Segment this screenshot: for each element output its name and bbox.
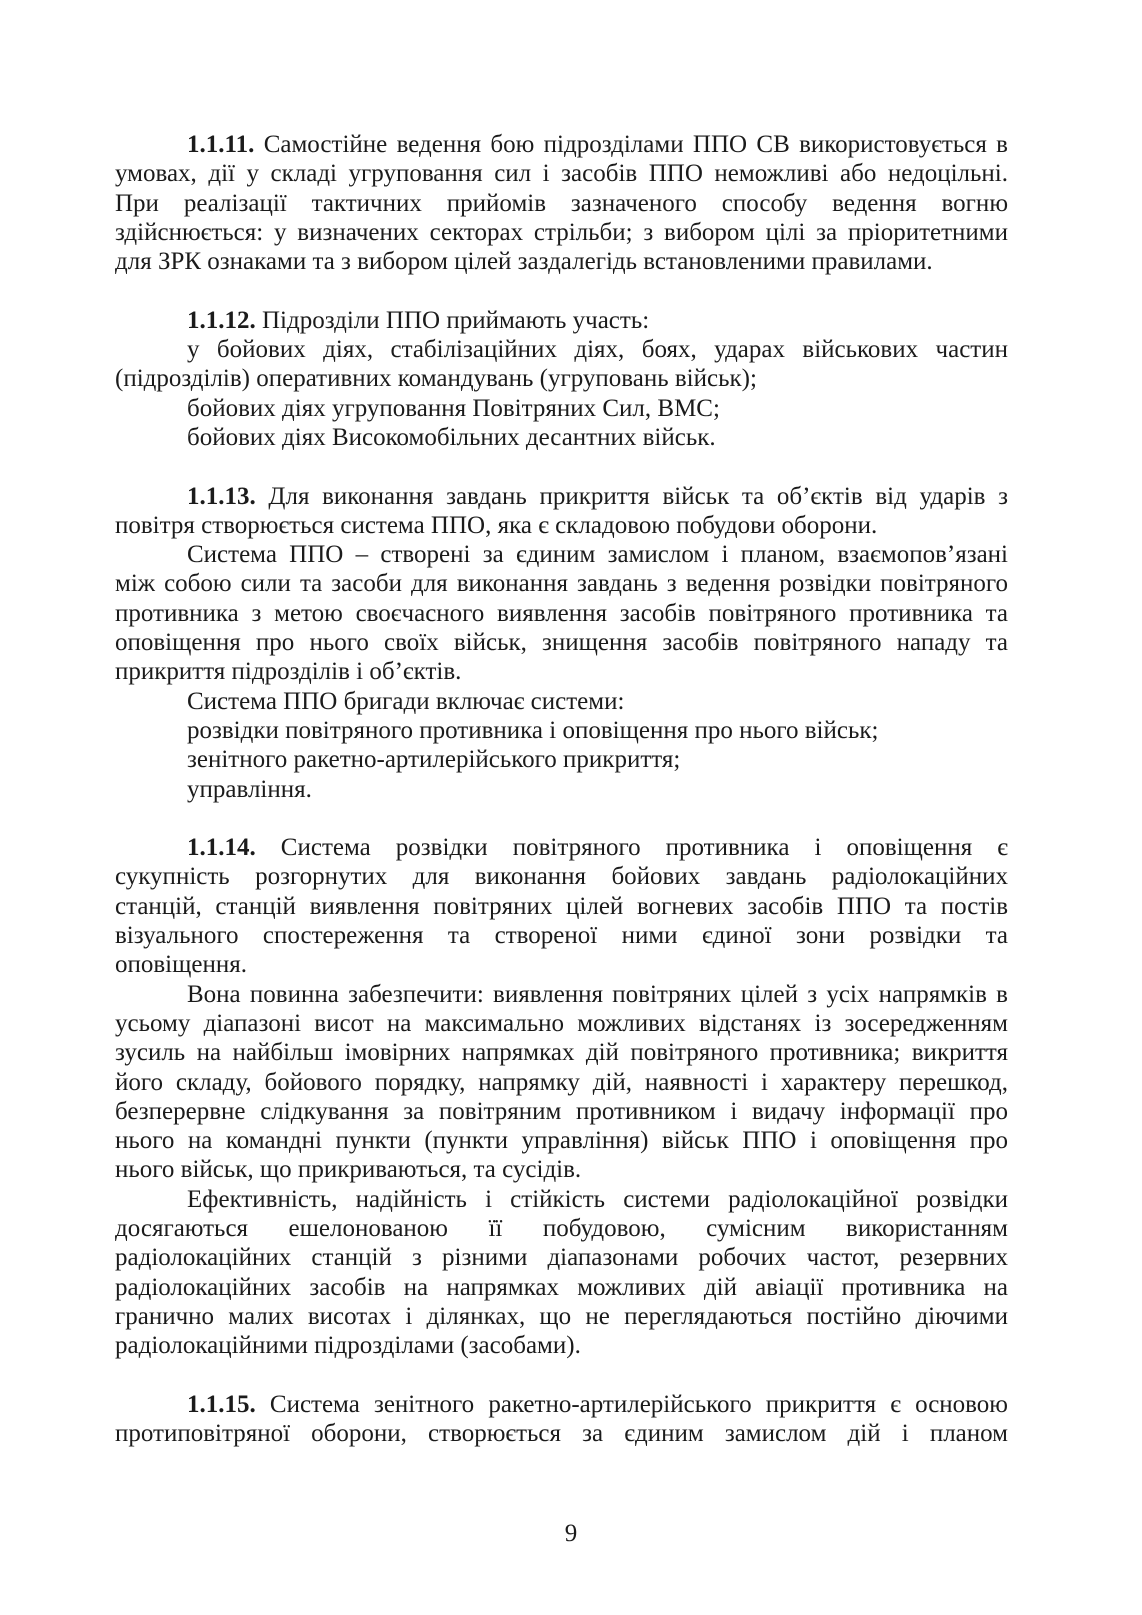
line-text: у бойових діях, стабілізаційних діях, боях, ударах військових частин — [187, 336, 1008, 364]
line-text: станцій, станцій виявлення повітряних цілей вогневих засобів ППО та постів — [115, 892, 1008, 920]
line-text: Вона повинна забезпечити: виявлення повітряних цілей з усіх напрямків в — [187, 980, 1008, 1008]
text-line — [115, 1273, 1008, 1302]
text-line — [115, 1331, 1008, 1360]
section-number: 1.1.11. — [187, 131, 255, 158]
text-line — [115, 394, 1008, 423]
line-text: нього військ, що прикриваються, та сусідів. — [115, 1156, 582, 1184]
line-text: управління. — [187, 775, 312, 803]
line-text: досягаються ешелонованою її побудовою, сумісним використанням — [115, 1214, 1008, 1242]
line-text: нього на командні пункти (пункти управління) військ ППО і оповіщення про — [115, 1127, 1008, 1155]
line-text: Ефективність, надійність і стійкість системи радіолокаційної розвідки — [187, 1185, 1008, 1213]
text-line — [115, 482, 1008, 511]
section-1-1-13 — [115, 482, 1008, 804]
line-text: візуального спостереження та створеної ними єдиної зони розвідки та — [115, 922, 1008, 950]
text-line — [115, 1243, 1008, 1272]
text-line — [115, 511, 1008, 540]
line-text: Система зенітного ракетно-артилерійського прикриття є основою — [255, 1390, 1008, 1418]
line-text: (підрозділів) оперативних командувань (угруповань військ); — [115, 365, 757, 393]
line-text: Для виконання завдань прикриття військ та об’єктів від ударів з — [255, 482, 1008, 510]
line-text: радіолокаційних засобів на напрямках можливих дій авіації противника на — [115, 1273, 1008, 1301]
section-1-1-12 — [115, 306, 1008, 452]
text-line — [115, 775, 1008, 804]
text-line — [115, 335, 1008, 364]
line-text: здійснюється: у визначених секторах стрільби; з вибором цілі за пріоритетними — [115, 218, 1008, 246]
text-line — [115, 423, 1008, 452]
text-line — [115, 218, 1008, 247]
text-line — [115, 687, 1008, 716]
text-line — [115, 980, 1008, 1009]
page-number: 9 — [564, 1520, 578, 1547]
text-line — [115, 628, 1008, 657]
text-line — [115, 1068, 1008, 1097]
line-text: зенітного ракетно-артилерійського прикриття; — [187, 746, 681, 774]
paragraph-gap — [115, 452, 1008, 481]
text-line — [115, 921, 1008, 950]
paragraph-gap — [115, 276, 1008, 305]
line-text: оповіщення. — [115, 951, 247, 979]
text-line — [115, 1214, 1008, 1243]
text-line — [115, 1097, 1008, 1126]
line-text: його складу, бойового порядку, напрямку дій, наявності і характеру перешкод, — [115, 1068, 1008, 1096]
section-number: 1.1.14. — [187, 834, 256, 862]
line-text: усьому діапазоні висот на максимально можливих відстанях із зосередженням — [115, 1009, 1008, 1037]
text-line — [115, 892, 1008, 921]
line-text: безперервне слідкування за повітряним противником і видачу інформації про — [115, 1097, 1008, 1125]
line-text: для ЗРК ознаками та з вибором цілей заздалегідь встановленими правилами. — [115, 248, 933, 276]
line-text: розвідки повітряного противника і оповіщення про нього військ; — [187, 716, 879, 744]
line-text: бойових діях Високомобільних десантних військ. — [187, 423, 716, 451]
line-text: Самостійне ведення бою підрозділами ППО СВ використовується в — [254, 131, 1008, 158]
paragraph-gap — [115, 1360, 1008, 1389]
text-line — [115, 159, 1008, 188]
line-text: Система розвідки повітряного противника і оповіщення є — [255, 834, 1008, 862]
section-number: 1.1.13. — [187, 482, 256, 510]
text-line — [115, 657, 1008, 686]
line-text: оповіщення про нього своїх військ, знищення засобів повітряного нападу та — [115, 629, 1008, 657]
line-text: гранично малих висотах і ділянках, що не переглядаються постійно діючими — [115, 1302, 1008, 1330]
line-text: бойових діях угруповання Повітряних Сил, ВМС; — [187, 394, 720, 422]
paragraph-gap — [115, 804, 1008, 833]
text-line — [115, 364, 1008, 393]
line-text: Система ППО бригади включає системи: — [187, 687, 625, 715]
text-line — [115, 862, 1008, 891]
text-line — [115, 189, 1008, 218]
text-line — [115, 1038, 1008, 1067]
text-line — [115, 1009, 1008, 1038]
text-line — [115, 716, 1008, 745]
text-line — [115, 1419, 1008, 1448]
text-line — [115, 247, 1008, 276]
text-line — [115, 950, 1008, 979]
line-text: зусиль на найбільш імовірних напрямках дій повітряного противника; викриття — [115, 1039, 1008, 1067]
text-line — [115, 745, 1008, 774]
line-text: протиповітряної оборони, створюється за єдиним замислом дій і планом — [115, 1420, 1008, 1448]
line-text: радіолокаційних станцій з різними діапазонами робочих частот, резервних — [115, 1244, 1008, 1272]
line-text: повітря створюється система ППО, яка є складовою побудови оборони. — [115, 511, 878, 539]
section-1-1-14 — [115, 833, 1008, 1360]
section-1-1-11 — [115, 130, 1008, 276]
line-text: між собою сили та засоби для виконання завдань з ведення розвідки повітряного — [115, 570, 1008, 598]
line-text: прикриття підрозділів і об’єктів. — [115, 658, 462, 686]
text-line — [115, 540, 1008, 569]
text-line — [115, 569, 1008, 598]
line-text: Підрозділи ППО приймають участь: — [255, 306, 650, 334]
line-text: противника з метою своєчасного виявлення засобів повітряного противника та — [115, 599, 1008, 627]
section-number: 1.1.12. — [187, 306, 256, 334]
text-line — [115, 1126, 1008, 1155]
section-number: 1.1.15. — [187, 1390, 256, 1418]
text-line — [115, 833, 1008, 862]
text-line — [115, 1390, 1008, 1419]
text-line — [115, 599, 1008, 628]
text-line — [115, 1185, 1008, 1214]
text-line — [115, 1155, 1008, 1184]
section-1-1-15 — [115, 1390, 1008, 1449]
line-text: При реалізації тактичних прийомів зазначеного способу ведення вогню — [115, 189, 1008, 217]
document-body — [115, 130, 1008, 1448]
text-line — [115, 1302, 1008, 1331]
line-text: сукупність розгорнутих для виконання бойових завдань радіолокаційних — [115, 863, 1008, 891]
line-text: умовах, дії у складі угруповання сил і засобів ППО неможливі або недоцільні. — [115, 160, 1008, 188]
text-line — [115, 130, 1008, 159]
text-line — [115, 306, 1008, 335]
line-text: радіолокаційними підрозділами (засобами). — [115, 1332, 581, 1360]
line-text: Система ППО – створені за єдиним замислом і планом, взаємопов’язані — [187, 541, 1008, 569]
